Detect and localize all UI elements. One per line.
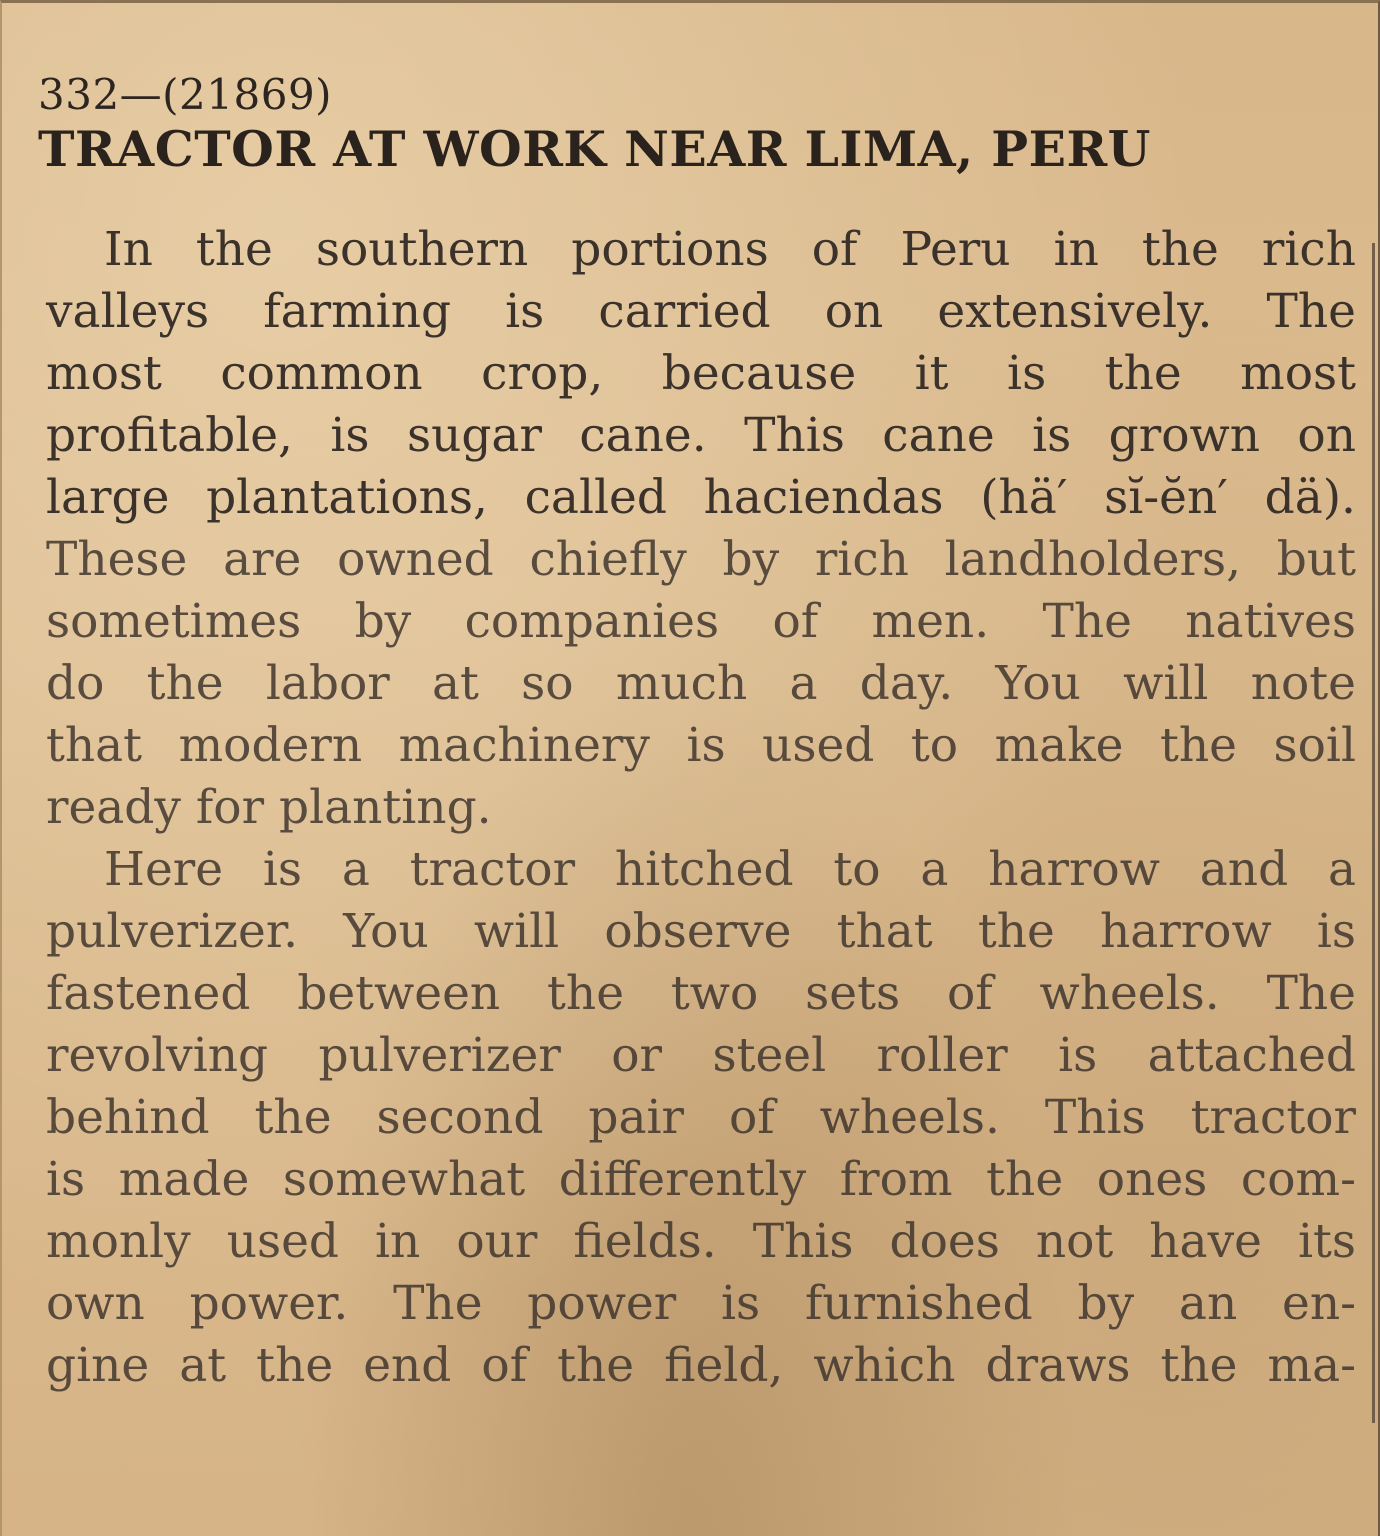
card-title: TRACTOR AT WORK NEAR LIMA, PERU bbox=[38, 120, 1151, 178]
text-line: profitable, is sugar cane. This cane is grown on bbox=[46, 408, 1356, 463]
paragraph-1 bbox=[46, 219, 1356, 839]
paragraph-2 bbox=[46, 839, 1356, 1397]
text-line: Here is a tractor hitched to a harrow and a bbox=[104, 842, 1356, 897]
text-line: behind the second pair of wheels. This tractor bbox=[46, 1090, 1356, 1145]
text-line: gine at the end of the field, which draws the ma- bbox=[46, 1338, 1356, 1393]
description-text bbox=[46, 219, 1356, 1397]
text-line: is made somewhat differently from the ones com- bbox=[46, 1152, 1356, 1207]
text-line: ready for planting. bbox=[46, 780, 492, 835]
text-line: own power. The power is furnished by an en- bbox=[46, 1276, 1356, 1331]
card-edge-shadow bbox=[1372, 243, 1375, 1423]
text-line: fastened between the two sets of wheels. The bbox=[46, 966, 1356, 1021]
text-line: sometimes by companies of men. The natives bbox=[46, 594, 1356, 649]
text-line: valleys farming is carried on extensively. The bbox=[46, 284, 1356, 339]
text-line: monly used in our fields. This does not have its bbox=[46, 1214, 1356, 1269]
text-line: large plantations, called haciendas (hä′ sĭ-ĕn′ dä). bbox=[46, 470, 1356, 525]
text-line: most common crop, because it is the most bbox=[46, 346, 1356, 401]
text-line: pulverizer. You will observe that the harrow is bbox=[46, 904, 1356, 959]
text-line: that modern machinery is used to make the soil bbox=[46, 718, 1356, 773]
card-header bbox=[38, 69, 1151, 177]
catalog-number: 332—(21869) bbox=[38, 70, 333, 119]
text-line: do the labor at so much a day. You will note bbox=[46, 656, 1356, 711]
text-line: revolving pulverizer or steel roller is attached bbox=[46, 1028, 1356, 1083]
text-line: These are owned chiefly by rich landholders, but bbox=[46, 532, 1356, 587]
text-line: In the southern portions of Peru in the rich bbox=[104, 222, 1356, 277]
